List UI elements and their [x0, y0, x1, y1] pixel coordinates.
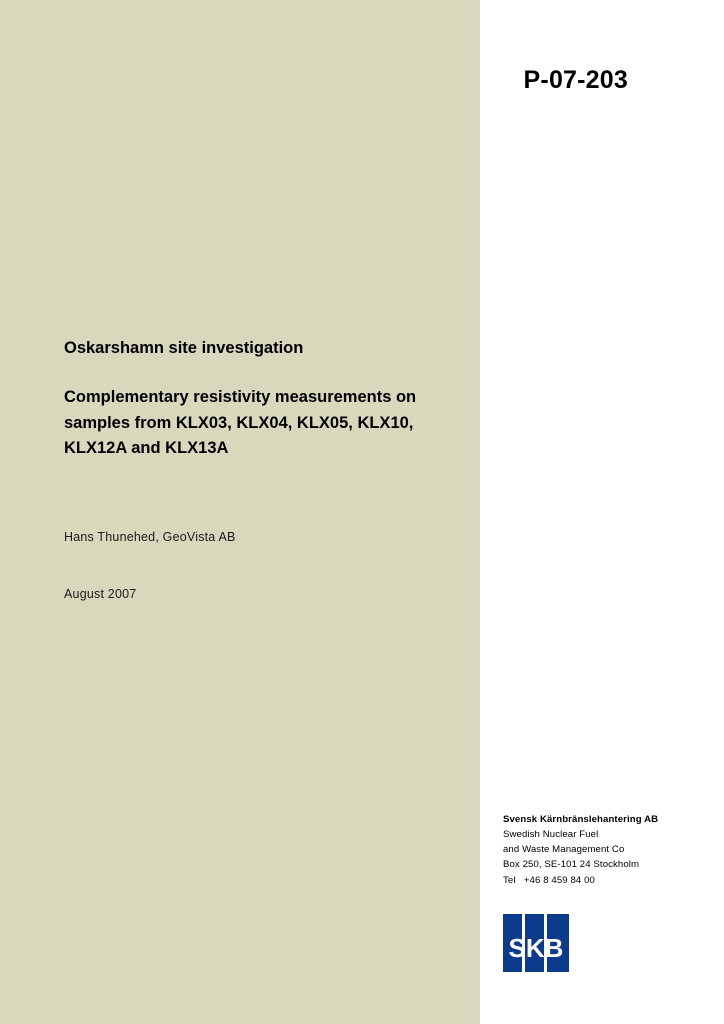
author-line: Hans Thunehed, GeoVista AB	[64, 530, 236, 544]
publisher-line-2: and Waste Management Co	[503, 844, 625, 856]
publisher-line-1: Swedish Nuclear Fuel	[503, 829, 599, 841]
publisher-block	[503, 812, 658, 888]
title-block	[64, 338, 444, 461]
publisher-phone: Tel +46 8 459 84 00	[503, 874, 595, 886]
report-number: P-07-203	[523, 66, 628, 94]
publisher-name: Svensk Kärnbränslehantering AB	[503, 814, 659, 825]
skb-logo-text: SKB	[508, 933, 564, 963]
publisher-address: Box 250, SE-101 24 Stockholm	[503, 859, 640, 871]
site-investigation-heading: Oskarshamn site investigation	[64, 339, 304, 357]
publication-date: August 2007	[64, 587, 137, 601]
page-title: Complementary resistivity measurements on samples from KLX03, KLX04, KLX05, KLX10, KLX12A and KLX13A	[64, 388, 417, 457]
skb-logo	[503, 914, 569, 972]
